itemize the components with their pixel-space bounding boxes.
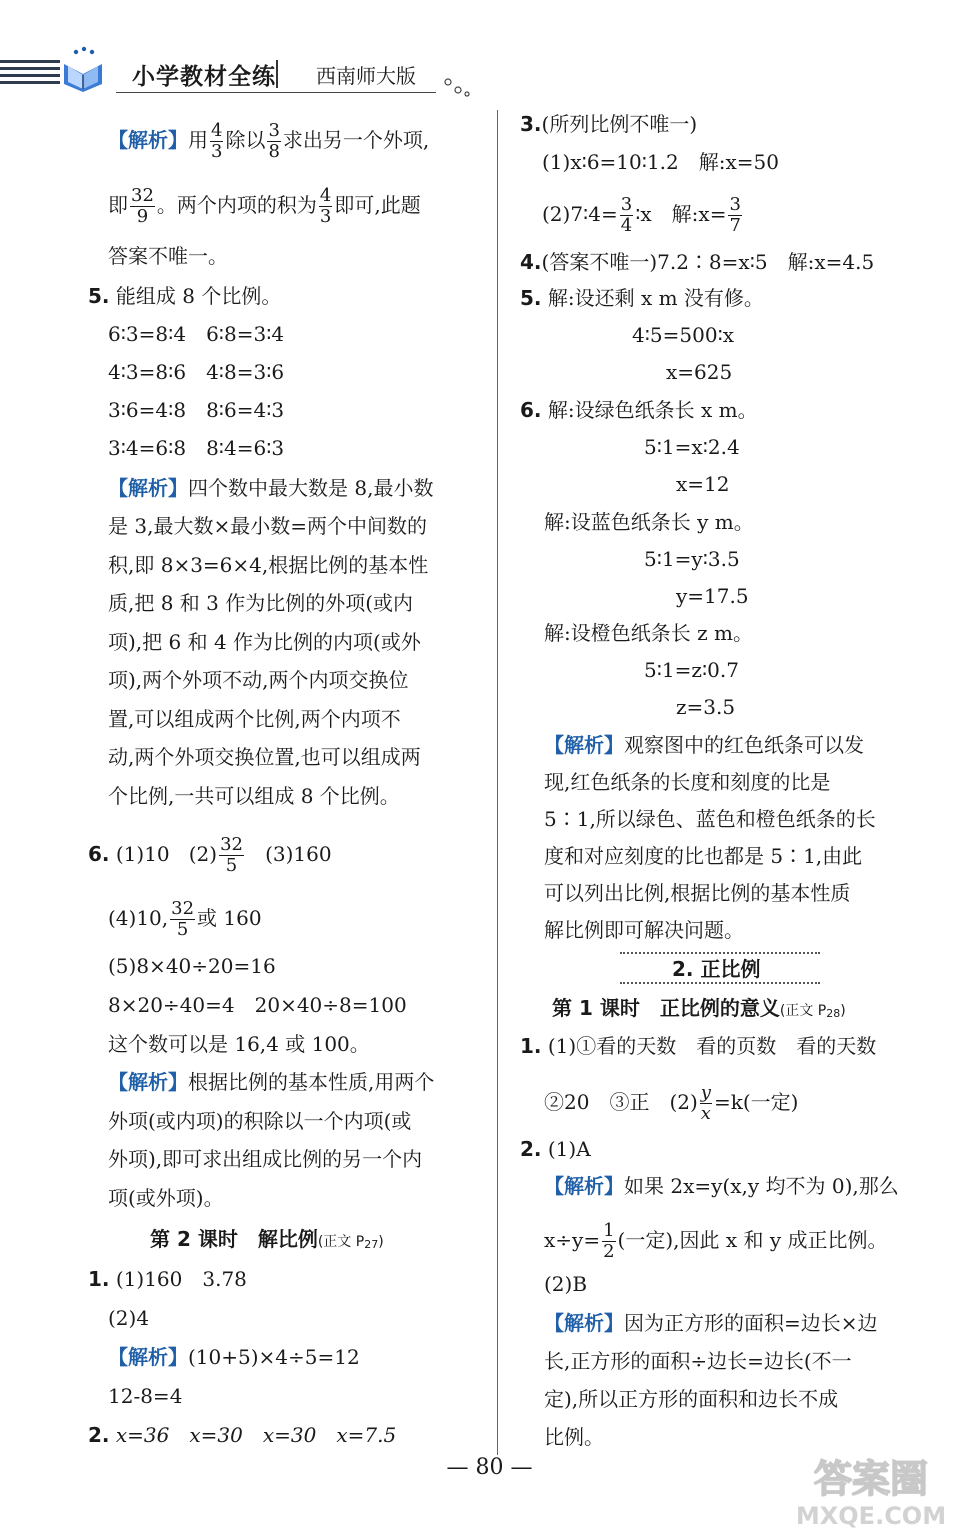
- q6-line-3: x=12: [676, 472, 730, 496]
- watermark-logo: [781, 1450, 961, 1530]
- q5-analysis-line-2: 是 3,最大数×最小数=两个中间数的: [108, 514, 427, 538]
- lesson2-q2: 2. x=36 x=30 x=30 x=7.5: [88, 1423, 397, 1447]
- q6-line-4: 8×20÷40=4 20×40÷8=100: [108, 993, 407, 1017]
- lesson-2-heading: 第 2 课时 解比例(正文 P27): [150, 1227, 384, 1251]
- lesson-1-heading: 第 1 课时 正比例的意义(正文 P28): [552, 996, 846, 1020]
- q5-analysis-line-9: 个比例,一共可以组成 8 个比例。: [108, 784, 400, 808]
- header-dots-decoration: [442, 74, 472, 100]
- section-2-heading: 2. 正比例: [672, 957, 761, 981]
- q6-analysis-line-2: 现,红色纸条的长度和刻度的比是: [544, 770, 831, 794]
- s2-q2-analysis-4: 长,正方形的面积÷边长=边长(不一: [544, 1349, 852, 1373]
- fraction: $\frac{3}{7}$: [729, 194, 741, 236]
- q6-analysis-line-4: 项(或外项)。: [108, 1186, 224, 1210]
- column-divider: [497, 110, 498, 1455]
- q6-line-5: 这个数可以是 16,4 或 100。: [108, 1032, 370, 1056]
- s2-q2-line-1: 2. (1)A: [520, 1137, 591, 1161]
- header-separator: [276, 60, 278, 88]
- q6-line-7: 解:设橙色纸条长 z m。: [544, 621, 753, 645]
- fraction: $\frac{4}{3}$: [211, 120, 223, 162]
- section-rule-bottom: [620, 982, 820, 984]
- watermark-text-1: 答案圈: [813, 1457, 929, 1501]
- q6-line-2: (4)10, $\frac{32}{5}$ 或 160: [108, 898, 262, 940]
- q6-analysis-line-5: 可以列出比例,根据比例的基本性质: [544, 881, 851, 905]
- q6-line-4: 解:设蓝色纸条长 y m。: [544, 510, 754, 534]
- q5-line-3: x=625: [666, 360, 733, 384]
- q4-analysis-line-2: 即 $\frac{32}{9}$ 。两个内项的积为 $\frac{4}{3}$ 即可,此题: [108, 185, 421, 227]
- q6-line-2: 5∶1=x∶2.4: [644, 435, 740, 459]
- header-stripes: [0, 60, 60, 88]
- q6-analysis-line-1: 【解析】观察图中的红色纸条可以发: [544, 733, 864, 757]
- lesson2-q1-analysis: 【解析】(10+5)×4÷5=12: [108, 1345, 360, 1369]
- lesson2-q1-line-2: (2)4: [108, 1306, 150, 1330]
- q6-analysis-line-3: 5∶1,所以绿色、蓝色和橙色纸条的长: [544, 807, 876, 831]
- q5-analysis-line-8: 动,两个外项交换位置,也可以组成两: [108, 745, 421, 769]
- q5-line-4: 3∶4=6∶8 8∶4=6∶3: [108, 436, 285, 460]
- fraction: $\frac{4}{3}$: [319, 185, 332, 227]
- s2-q2-analysis-1: 【解析】如果 2x=y(x,y 均不为 0),那么: [544, 1174, 899, 1198]
- page-header: [0, 40, 979, 110]
- s2-q1-line-1: 1. (1)①看的天数 看的页数 看的天数: [520, 1034, 877, 1058]
- q5-analysis-line-4: 质,把 8 和 3 作为比例的外项(或内: [108, 591, 414, 615]
- q6-line-6: y=17.5: [676, 584, 749, 608]
- q5-line-3: 3∶6=4∶8 8∶6=4∶3: [108, 398, 285, 422]
- fraction: $\frac{1}{2}$: [603, 1220, 615, 1262]
- q4-analysis-line-1: 【解析】用 $\frac{4}{3}$ 除以 $\frac{3}{8}$ 求出另一个外项,: [108, 120, 430, 162]
- q6-analysis-line-2: 外项(或内项)的积除以一个内项(或: [108, 1109, 412, 1133]
- q6-analysis-line-4: 度和对应刻度的比也都是 5∶1,由此: [544, 844, 863, 868]
- q6-line-8: 5∶1=z∶0.7: [644, 658, 739, 682]
- q5-analysis-line-5: 项),把 6 和 4 作为比例的内项(或外: [108, 630, 421, 654]
- fraction: $\frac{y}{x}$: [700, 1082, 711, 1124]
- section-rule-top: [620, 952, 820, 954]
- q5-line-2: 4∶5=500∶x: [632, 323, 735, 347]
- q5-line-2: 4∶3=8∶6 4∶8=3∶6: [108, 360, 285, 384]
- q4-analysis-line-3: 答案不唯一。: [108, 244, 228, 268]
- fraction: $\frac{3}{8}$: [268, 120, 280, 162]
- fraction: $\frac{3}{4}$: [620, 194, 633, 236]
- q5-line-1: 5. 解:设还剩 x m 没有修。: [520, 286, 764, 310]
- s2-q2-line-2: (2)B: [544, 1272, 588, 1296]
- watermark-text-2: MXQE.COM: [795, 1502, 947, 1530]
- q6-line-3: (5)8×40÷20=16: [108, 954, 276, 978]
- book-star-logo-icon: [58, 44, 108, 94]
- fraction: $\frac{32}{9}$: [131, 185, 154, 227]
- q6-line-5: 5∶1=y∶3.5: [644, 547, 740, 571]
- q6-line-1: 6. (1)10 (2) $\frac{32}{5}$ (3)160: [88, 834, 332, 876]
- q5-title: 5. 能组成 8 个比例。: [88, 284, 282, 308]
- s2-q2-analysis-2: x÷y= $\frac{1}{2}$ (一定),因此 x 和 y 成正比例。: [544, 1220, 888, 1262]
- q5-analysis-line-6: 项),两个外项不动,两个内项交换位: [108, 668, 409, 692]
- q3-title: 3.(所列比例不唯一): [520, 112, 698, 136]
- q3-line-2: (2)7∶4= $\frac{3}{4}$ ∶x 解:x= $\frac{3}{7}$: [542, 194, 741, 236]
- s2-q2-analysis-6: 比例。: [544, 1425, 604, 1449]
- q6-analysis-line-6: 解比例即可解决问题。: [544, 918, 744, 942]
- s2-q2-analysis-3: 【解析】因为正方形的面积=边长×边: [544, 1311, 878, 1335]
- q5-analysis-line-1: 【解析】四个数中最大数是 8,最小数: [108, 476, 434, 500]
- q6-analysis-line-3: 外项),即可求出组成比例的另一个内: [108, 1147, 423, 1171]
- fraction: $\frac{32}{5}$: [171, 898, 195, 940]
- header-underline: [116, 92, 436, 93]
- q6-line-9: z=3.5: [676, 695, 736, 719]
- q5-line-1: 6∶3=8∶4 6∶8=3∶4: [108, 322, 285, 346]
- q3-line-1: (1)x∶6=10∶1.2 解:x=50: [542, 150, 779, 174]
- q5-analysis-line-3: 积,即 8×3=6×4,根据比例的基本性: [108, 553, 429, 577]
- page-number: — 80 —: [446, 1455, 533, 1480]
- lesson2-q1-line-4: 12-8=4: [108, 1384, 183, 1408]
- q5-analysis-line-7: 置,可以组成两个比例,两个内项不: [108, 707, 401, 731]
- brand-title: 小学教材全练: [132, 64, 276, 90]
- s2-q1-line-2: ②20 ③正 (2) $\frac{y}{x}$ =k(一定): [544, 1082, 799, 1124]
- s2-q2-analysis-5: 定),所以正方形的面积和边长不成: [544, 1387, 839, 1411]
- q6-analysis-line-1: 【解析】根据比例的基本性质,用两个: [108, 1070, 435, 1094]
- edition-label: 西南师大版: [316, 64, 416, 88]
- q6-line-1: 6. 解:设绿色纸条长 x m。: [520, 398, 758, 422]
- lesson2-q1-line-1: 1. (1)160 3.78: [88, 1267, 247, 1291]
- fraction: $\frac{32}{5}$: [220, 834, 243, 876]
- q4-answer: 4.(答案不唯一)7.2∶8=x∶5 解:x=4.5: [520, 250, 875, 274]
